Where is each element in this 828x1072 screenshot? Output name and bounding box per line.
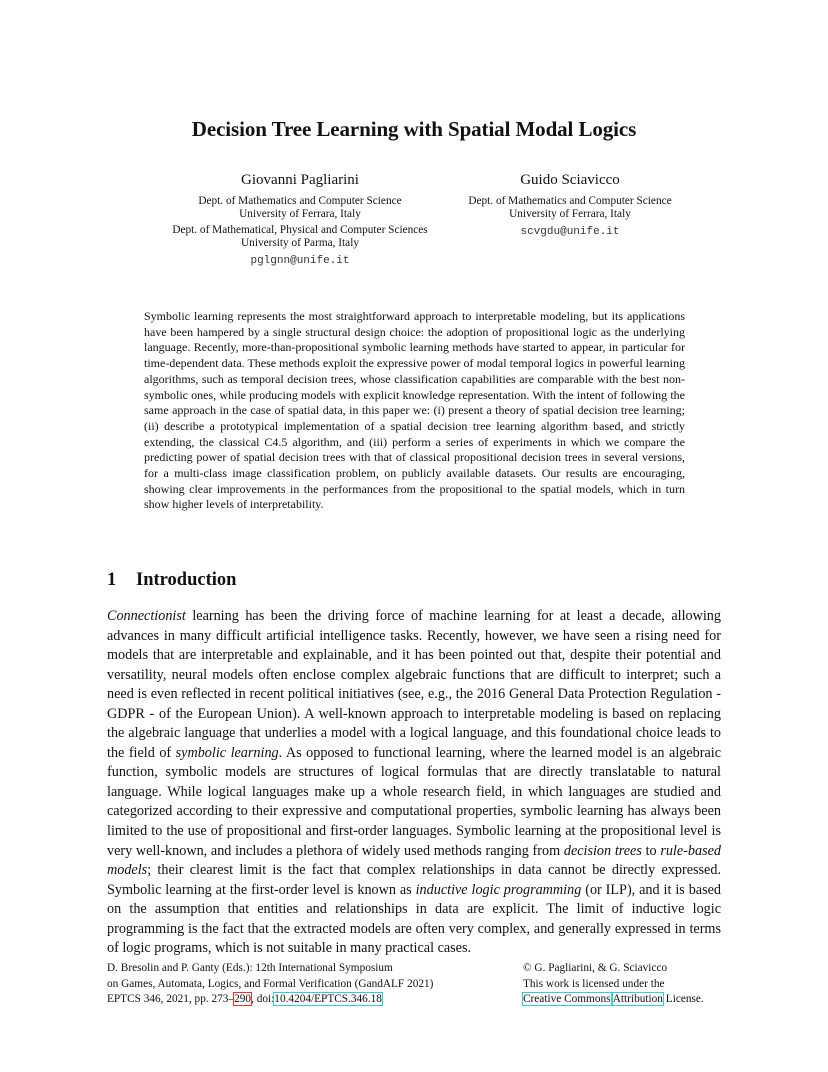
emphasis-term: inductive logic programming <box>415 881 582 898</box>
introduction-paragraph <box>107 607 721 959</box>
text-run: (or ILP), and it is based on the assumption that entities and relationships in data are explicit. The limit of inductive logic programming is the fact that the extracted models are often very complex, and generally expressed in terms of logic programs, which is not suitable in many practical cases. <box>107 881 721 957</box>
text-run: . As opposed to functional learning, where the learned model is an algebraic function, symbolic models are structures of logical formulas that are directly translatable to natural language. While logical languages make up a whole research field, in which languages are studied and categorized according to their expressive and computational properties, symbolic learning has always been limited to the use of propositional and first-order languages. Symbolic learning at the propositional level is very well-known, and includes a plethora of widely used methods ranging from <box>107 744 722 859</box>
doi-link[interactable]: 10.4204/EPTCS.346.18 <box>274 993 382 1005</box>
author-name: Guido Sciavicco <box>520 172 620 188</box>
section-title: Introduction <box>136 570 237 590</box>
footer-line: on Games, Automata, Logics, and Formal Verification (GandALF 2021) <box>107 977 434 990</box>
section-number: 1 <box>107 570 117 590</box>
text-run: to <box>641 842 661 859</box>
text-run: ; their clearest limit is the fact that complex relationships in data cannot be directly expressed. Symbolic learning at the first-order level is known as <box>107 862 721 898</box>
footer-license <box>523 961 704 1008</box>
author-block-2 <box>440 172 700 238</box>
affiliation-department: Dept. of Mathematics and Computer Science <box>198 195 402 207</box>
copyright-line: © G. Pagliarini, & G. Sciavicco <box>523 962 668 974</box>
affiliation-department: Dept. of Mathematical, Physical and Computer Sciences <box>172 224 428 236</box>
footer-citation <box>107 961 433 1008</box>
page-link[interactable]: 290 <box>234 993 252 1005</box>
author-block-1 <box>160 172 440 267</box>
license-line: This work is licensed under the <box>523 977 665 990</box>
emphasis-term: decision trees <box>563 842 642 859</box>
emphasis-term: Connectionist <box>107 608 186 624</box>
abstract: Symbolic learning represents the most straightforward approach to interpretable modeling, but its applications have been hampered by a single structural design choice: the adoption of propositional logic as the underlying language. Recently, more-than-propositional symbolic learning methods have started to appear, in particular for time-dependent data. These methods exploit the expressive power of modal temporal logics in powerful learning algorithms, such as temporal decision trees, whose classification capabilities are comparable with the best non-symbolic ones, while producing models with explicit knowledge representation. With the intent of following the same approach in the case of spatial data, in this paper we: (i) present a theory of spatial decision tree learning; (ii) describe a prototypical implementation of a spatial decision tree learning algorithm based, and strictly extending, the classical C4.5 algorithm, and (iii) perform a series of experiments in which we compare the predicting power of spatial decision trees with that of classical propositional decision trees in several versions, for a multi-class image classification problem, on publicly available datasets. Our results are encouraging, showing clear improvements in the performances from the propositional to the spatial models, which in turn show higher levels of interpretability. <box>144 309 685 512</box>
paper-title: Decision Tree Learning with Spatial Modal Logics <box>191 117 637 141</box>
affiliation-university: University of Ferrara, Italy <box>239 208 361 220</box>
emphasis-term: symbolic learning <box>175 744 279 761</box>
footer-line: D. Bresolin and P. Ganty (Eds.): 12th International Symposium <box>107 962 393 974</box>
footer-line <box>107 992 433 1008</box>
emphasis-term: rule-based models <box>107 842 721 879</box>
section-heading <box>107 570 236 591</box>
footer-text: License. <box>662 993 704 1005</box>
footer-text: EPTCS 346, 2021, pp. 273– <box>107 993 235 1005</box>
author-affiliation <box>440 195 700 221</box>
text-run: learning has been the driving force of machine learning for at least a decade, allowing advances in many difficult artificial intelligence tasks. Recently, however, we have seen a rising need for models that are interpretable and explainable, and it has been pointed out that, despite their potential and versatility, neural models often enclose complex algebraic functions that are difficult to interpret; such a need is even reflected in recent political initiatives (see, e.g., the 2016 General Data Protection Regulation - GDPR - of the European Union). A well-known approach to interpretable modeling is based on replacing the algebraic language that underlies a model with a logical language, and this foundational choice leads to the field of <box>107 608 721 761</box>
author-email: pglgnn@unife.it <box>250 255 350 267</box>
creative-commons-link[interactable]: Creative Commons <box>523 993 611 1005</box>
affiliation-university: University of Parma, Italy <box>241 237 359 249</box>
footer-text: , doi: <box>251 993 275 1005</box>
author-email: scvgdu@unife.it <box>520 226 620 238</box>
author-name: Giovanni Pagliarini <box>241 172 359 188</box>
author-affiliation <box>160 195 440 221</box>
affiliation-university: University of Ferrara, Italy <box>509 208 631 220</box>
license-line <box>523 992 704 1008</box>
attribution-link[interactable]: Attribution <box>612 993 663 1005</box>
author-affiliation <box>160 224 440 250</box>
affiliation-department: Dept. of Mathematics and Computer Science <box>468 195 672 207</box>
